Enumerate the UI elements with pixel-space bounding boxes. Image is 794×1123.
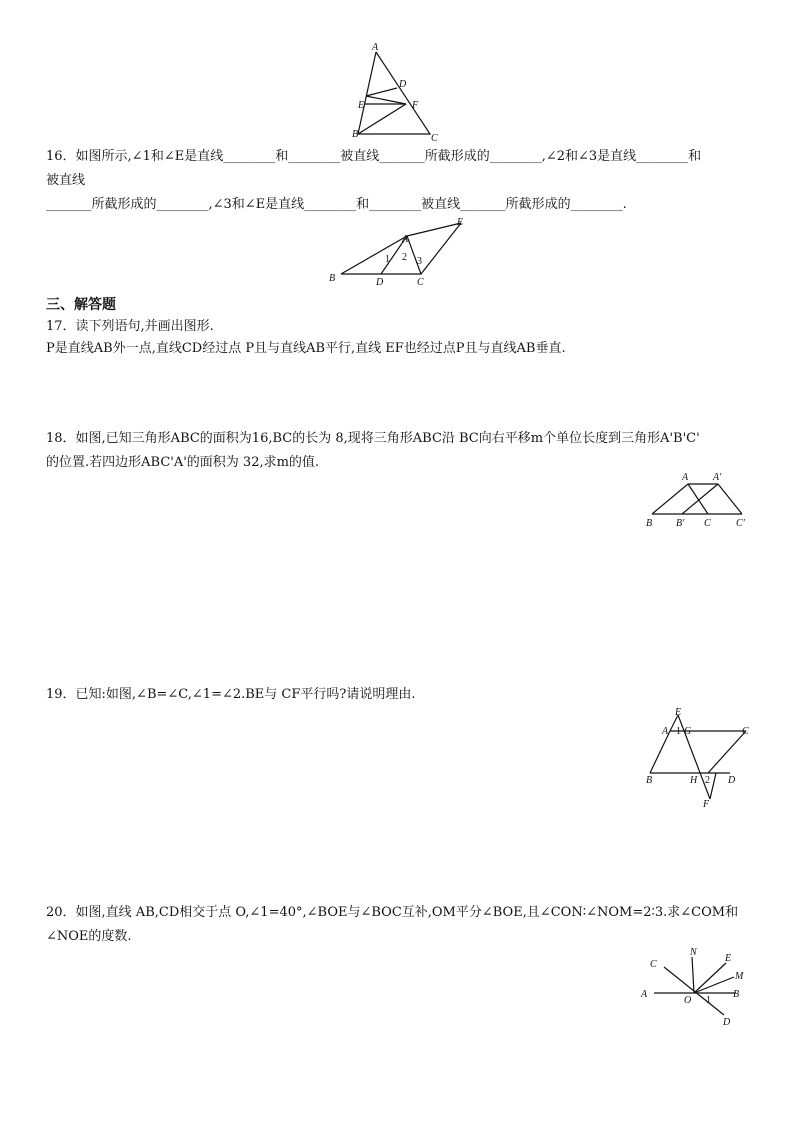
fig19-seg-hc — [708, 731, 746, 773]
fig18-label-c-prime: C' — [736, 518, 745, 529]
fig19-seg-ef — [678, 715, 710, 799]
fig18-label-b-prime: B' — [676, 518, 685, 529]
fig20-label-m: M — [735, 971, 744, 982]
fig16-label-2: 2 — [402, 252, 407, 263]
fig16-label-3: 3 — [417, 256, 422, 267]
q19-line-1: 19．已知:如图,∠B=∠C,∠1=∠2.BE与 CF平行吗?请说明理由. — [46, 687, 416, 702]
fig20-ray-om — [694, 977, 734, 993]
fig20-label-1: 1 — [706, 995, 711, 1006]
fig-top-label-f: F — [412, 100, 419, 111]
fig20-label-d: D — [723, 1017, 731, 1028]
fig19-label-c: C — [742, 726, 749, 737]
fig-top-seg-ef — [366, 96, 406, 104]
fig16-label-b: B — [329, 273, 336, 284]
fig19-label-1: 1 — [676, 726, 681, 737]
fig16-label-c: C — [417, 277, 424, 288]
fig19-label-h: H — [690, 775, 698, 786]
fig18-label-c: C — [704, 518, 711, 529]
fig19-seg-ab — [650, 731, 670, 773]
fig19-label-e: E — [675, 707, 682, 718]
q16-line-2: 被直线 — [46, 173, 86, 188]
fig19-label-g: G — [684, 726, 692, 737]
q20-line-2: ∠NOE的度数. — [46, 929, 132, 944]
q17-line-2: P是直线AB外一点,直线CD经过点 P且与直线AB平行,直线 EF也经过点P且与直线AB垂直. — [46, 341, 566, 356]
fig18-seg-ab — [652, 484, 688, 514]
fig-top-label-a: A — [372, 42, 379, 53]
fig20-label-o: O — [684, 995, 692, 1006]
fig-top-label-e: E — [358, 100, 365, 111]
fig-top-label-b: B — [352, 129, 359, 140]
fig19-seg-fd — [710, 773, 716, 799]
fig16-label-d: D — [376, 277, 384, 288]
fig18-label-a-prime: A' — [713, 472, 722, 483]
fig20-label-b: B — [733, 989, 740, 1000]
fig-top-label-c: C — [431, 133, 438, 144]
fig19-label-2: 2 — [705, 775, 710, 786]
section-heading-3: 三、解答题 — [46, 297, 116, 313]
fig16-label-a: A — [402, 234, 409, 245]
fig-top-outer-triangle — [358, 52, 430, 134]
fig18-seg-a2c2 — [718, 484, 742, 514]
q17-line-1: 17．读下列语句,并画出图形. — [46, 319, 214, 334]
fig19-label-b: B — [646, 775, 653, 786]
fig20-label-n: N — [690, 947, 697, 958]
fig-top-label-d: D — [399, 79, 407, 90]
fig20-label-a: A — [641, 989, 648, 1000]
fig18-label-b: B — [646, 518, 653, 529]
fig20-label-e: E — [725, 953, 732, 964]
fig19-label-f: F — [703, 799, 710, 810]
fig19-label-a: A — [662, 726, 669, 737]
fig18-seg-a2b2 — [682, 484, 718, 514]
q18-line-2: 的位置.若四边形ABC'A'的面积为 32,求m的值. — [46, 455, 320, 470]
q20-line-1: 20．如图,直线 AB,CD相交于点 O,∠1=40°,∠BOE与∠BOC互补,OM平分∠BOE,且∠CON∶∠NOM=2∶3.求∠COM和 — [46, 905, 739, 920]
fig18-seg-ac — [688, 484, 708, 514]
fig20-label-c: C — [650, 959, 657, 970]
figure-triangle-top — [350, 40, 450, 145]
fig16-label-1: 1 — [385, 254, 390, 265]
fig-top-seg-bf — [358, 104, 406, 134]
fig18-label-a: A — [682, 472, 689, 483]
figure-q16 — [325, 215, 475, 290]
q16-line-3: _______所截形成的________,∠3和∠E是直线________和________被直线_______所截形成的________. — [46, 197, 627, 212]
figure-q19 — [640, 703, 760, 813]
q18-line-1: 18．如图,已知三角形ABC的面积为16,BC的长为 8,现将三角形ABC沿 BC向右平移m个单位长度到三角形A'B'C' — [46, 431, 700, 446]
figure-q18 — [640, 468, 755, 533]
fig-top-seg-ed — [366, 88, 397, 96]
fig16-label-e: E — [457, 217, 464, 228]
fig16-triangle — [341, 236, 421, 274]
fig19-label-d: D — [728, 775, 736, 786]
q16-line-1: 16．如图所示,∠1和∠E是直线________和________被直线_______所截形成的________,∠2和∠3是直线________和 — [46, 149, 702, 164]
fig20-ray-on — [692, 957, 694, 993]
fig20-ray-oe — [694, 963, 726, 993]
figure-q20 — [636, 945, 761, 1030]
